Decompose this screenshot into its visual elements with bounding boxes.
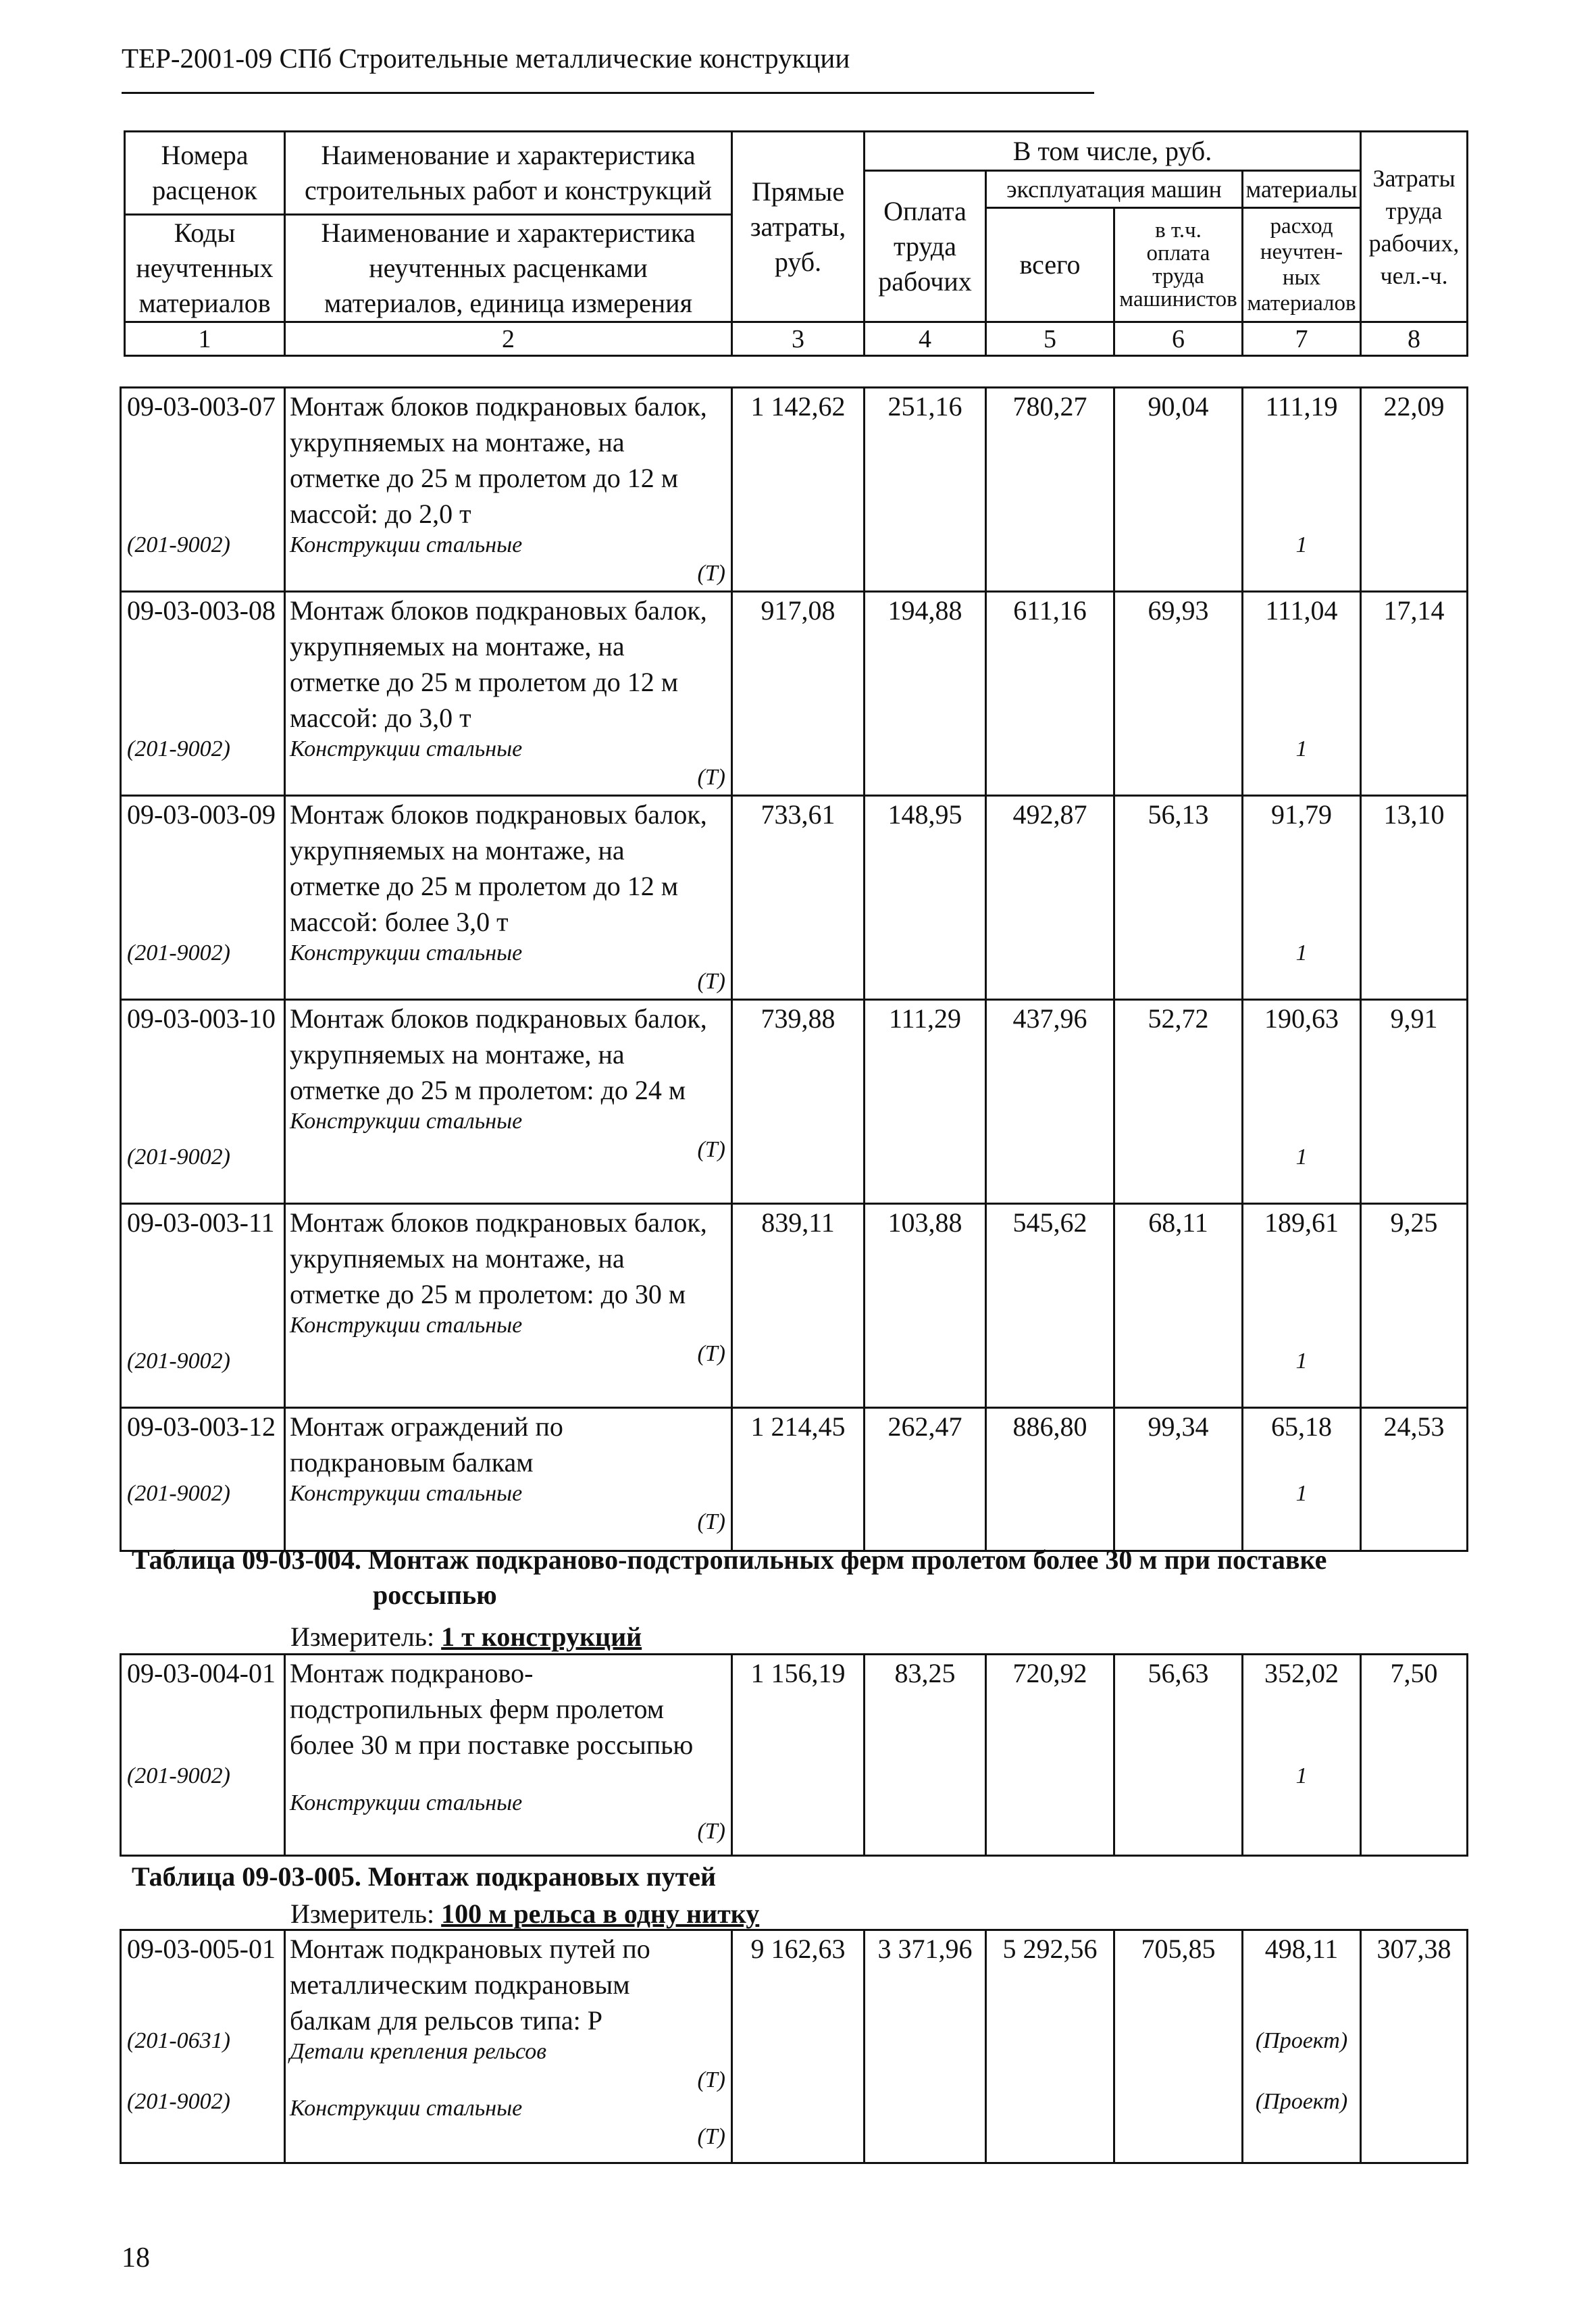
rate-name-cell: Монтаж блоков подкрановых балок, укрупняемых на монтаже, на отметке до 25 м пролетом до 12 м массой: до 2,0 т Конструкции стальные (Т) xyxy=(285,388,732,592)
col5-header: всего xyxy=(986,208,1114,322)
operators-pay: 56,63 xyxy=(1114,1655,1243,1856)
material-name: Конструкции стальные xyxy=(290,940,523,965)
material-code: (201-9002) xyxy=(127,2089,230,2114)
table-row xyxy=(121,1000,1468,1204)
page-header: ТЕР-2001-09 СПб Строительные металлические конструкции xyxy=(122,43,850,74)
material-qty: 1 xyxy=(1295,940,1308,965)
machines-total: 437,96 xyxy=(986,1000,1114,1204)
col6-header: в т.ч. оплата труда машинистов xyxy=(1114,208,1243,322)
machines-total: 611,16 xyxy=(986,592,1114,796)
rate-name-cell: Монтаж блоков подкрановых балок, укрупняемых на монтаже, на отметке до 25 м пролетом: до 30 м Конструкции стальные (Т) xyxy=(285,1204,732,1408)
col2-header-top: Наименование и характеристика строительных работ и конструкций xyxy=(285,132,732,215)
rate-name-cell: Монтаж подкрановых путей по металлическим подкрановым балкам для рельсов типа: Р Детали крепления рельсов (Т) Конструкции стальные (Т) xyxy=(285,1930,732,2163)
material-code: (201-9002) xyxy=(127,1763,230,1788)
material-name: Конструкции стальные xyxy=(290,1109,523,1134)
col-number: 7 xyxy=(1243,322,1361,356)
materials-cell: 111,19 1 xyxy=(1243,388,1361,592)
machines-total: 5 292,56 xyxy=(986,1930,1114,2163)
labor-pay: 103,88 xyxy=(865,1204,986,1408)
col-number: 6 xyxy=(1114,322,1243,356)
operators-pay: 90,04 xyxy=(1114,388,1243,592)
materials-cell: 65,18 1 xyxy=(1243,1408,1361,1551)
table-row xyxy=(121,1204,1468,1408)
material-qty: (Проект) xyxy=(1255,2089,1348,2114)
direct-costs: 1 142,62 xyxy=(732,388,865,592)
labor-hours: 7,50 xyxy=(1361,1655,1468,1856)
table-title-004: Таблица 09-03-004. Монтаж подкраново-подстропильных ферм пролетом более 30 м при поставке россыпью xyxy=(132,1544,1327,1610)
material-code: (201-9002) xyxy=(127,1481,230,1506)
table-row xyxy=(121,592,1468,796)
materials-cell: 190,63 1 xyxy=(1243,1000,1361,1204)
labor-hours: 22,09 xyxy=(1361,388,1468,592)
col7-header: расход неучтен- ных материалов xyxy=(1243,208,1361,322)
machines-total: 545,62 xyxy=(986,1204,1114,1408)
direct-costs: 9 162,63 xyxy=(732,1930,865,2163)
rate-name-cell: Монтаж ограждений по подкрановым балкам Конструкции стальные (Т) xyxy=(285,1408,732,1551)
labor-pay: 111,29 xyxy=(865,1000,986,1204)
material-mark: (Т) xyxy=(697,1137,725,1162)
material-name: Детали крепления рельсов xyxy=(290,2039,547,2064)
materials-cell: 498,11 (Проект) (Проект) xyxy=(1243,1930,1361,2163)
machines-total: 886,80 xyxy=(986,1408,1114,1551)
labor-pay: 3 371,96 xyxy=(865,1930,986,2163)
col3-header: Прямые затраты, руб. xyxy=(732,132,865,322)
material-name: Конструкции стальные xyxy=(290,1790,523,1815)
col1-header-bottom: Коды неучтенных материалов xyxy=(125,215,285,322)
labor-hours: 9,91 xyxy=(1361,1000,1468,1204)
column-header-table xyxy=(124,130,1468,357)
material-qty: 1 xyxy=(1295,1481,1308,1506)
materials-cell: 352,02 1 xyxy=(1243,1655,1361,1856)
direct-costs: 733,61 xyxy=(732,796,865,1000)
table-row xyxy=(121,796,1468,1000)
direct-costs: 839,11 xyxy=(732,1204,865,1408)
rates-table-004 xyxy=(120,1653,1468,1857)
labor-hours: 17,14 xyxy=(1361,592,1468,796)
rates-table-005 xyxy=(120,1929,1468,2164)
column-number-row xyxy=(125,322,1468,356)
table-row xyxy=(121,1930,1468,2163)
material-mark: (Т) xyxy=(697,2067,725,2092)
material-mark: (Т) xyxy=(697,765,725,790)
labor-pay: 262,47 xyxy=(865,1408,986,1551)
table-title-005: Таблица 09-03-005. Монтаж подкрановых путей xyxy=(132,1861,717,1892)
rate-code-cell: 09-03-004-01 (201-9002) xyxy=(121,1655,285,1856)
material-code: (201-9002) xyxy=(127,736,230,761)
material-code: (201-9002) xyxy=(127,1349,230,1374)
material-mark: (Т) xyxy=(697,1819,725,1844)
header-rule xyxy=(122,92,1094,94)
col-number: 4 xyxy=(865,322,986,356)
col4-header: Оплата труда рабочих xyxy=(865,171,986,322)
table-row xyxy=(121,1655,1468,1856)
machines-header: эксплуатация машин xyxy=(986,171,1243,208)
direct-costs: 1 156,19 xyxy=(732,1655,865,1856)
rate-code-cell: 09-03-003-07 (201-9002) xyxy=(121,388,285,592)
rate-code-cell: 09-03-003-08 (201-9002) xyxy=(121,592,285,796)
rate-code-cell: 09-03-005-01 (201-0631) (201-9002) xyxy=(121,1930,285,2163)
material-qty: (Проект) xyxy=(1255,2028,1348,2053)
material-name: Конструкции стальные xyxy=(290,1481,523,1506)
direct-costs: 917,08 xyxy=(732,592,865,796)
material-qty: 1 xyxy=(1295,532,1308,557)
direct-costs: 739,88 xyxy=(732,1000,865,1204)
material-code: (201-9002) xyxy=(127,1145,230,1169)
labor-hours: 13,10 xyxy=(1361,796,1468,1000)
operators-pay: 705,85 xyxy=(1114,1930,1243,2163)
material-mark: (Т) xyxy=(697,1341,725,1366)
material-code: (201-9002) xyxy=(127,532,230,557)
material-mark: (Т) xyxy=(697,2124,725,2149)
material-name: Конструкции стальные xyxy=(290,2096,523,2121)
table-row xyxy=(121,1408,1468,1551)
table-row xyxy=(121,388,1468,592)
machines-total: 780,27 xyxy=(986,388,1114,592)
material-qty: 1 xyxy=(1295,1763,1308,1788)
material-code: (201-0631) xyxy=(127,2028,230,2053)
labor-pay: 148,95 xyxy=(865,796,986,1000)
materials-cell: 189,61 1 xyxy=(1243,1204,1361,1408)
labor-hours: 9,25 xyxy=(1361,1204,1468,1408)
operators-pay: 69,93 xyxy=(1114,592,1243,796)
col-number: 3 xyxy=(732,322,865,356)
materials-cell: 91,79 1 xyxy=(1243,796,1361,1000)
rate-name-cell: Монтаж подкраново- подстропильных ферм пролетом более 30 м при поставке россыпью Конструкции стальные (Т) xyxy=(285,1655,732,1856)
labor-pay: 83,25 xyxy=(865,1655,986,1856)
group-header: В том числе, руб. xyxy=(865,132,1361,171)
material-name: Конструкции стальные xyxy=(290,1313,523,1338)
machines-total: 720,92 xyxy=(986,1655,1114,1856)
col-number: 1 xyxy=(125,322,285,356)
meter-004: Измеритель: 1 т конструкций xyxy=(290,1621,642,1652)
col1-header-top: Номера расценок xyxy=(125,132,285,215)
col-number: 2 xyxy=(285,322,732,356)
material-mark: (Т) xyxy=(697,561,725,586)
materials-header: материалы xyxy=(1243,171,1361,208)
page-number: 18 xyxy=(122,2242,150,2273)
labor-hours: 24,53 xyxy=(1361,1408,1468,1551)
material-name: Конструкции стальные xyxy=(290,736,523,761)
materials-cell: 111,04 1 xyxy=(1243,592,1361,796)
material-mark: (Т) xyxy=(697,969,725,994)
material-qty: 1 xyxy=(1295,736,1308,761)
col-number: 8 xyxy=(1361,322,1468,356)
rate-code-cell: 09-03-003-10 (201-9002) xyxy=(121,1000,285,1204)
material-qty: 1 xyxy=(1295,1349,1308,1374)
material-name: Конструкции стальные xyxy=(290,532,523,557)
direct-costs: 1 214,45 xyxy=(732,1408,865,1551)
material-mark: (Т) xyxy=(697,1509,725,1534)
operators-pay: 56,13 xyxy=(1114,796,1243,1000)
machines-total: 492,87 xyxy=(986,796,1114,1000)
rate-name-cell: Монтаж блоков подкрановых балок, укрупняемых на монтаже, на отметке до 25 м пролетом: до 24 м Конструкции стальные (Т) xyxy=(285,1000,732,1204)
rates-table-003 xyxy=(120,386,1468,1552)
operators-pay: 99,34 xyxy=(1114,1408,1243,1551)
rate-code-cell: 09-03-003-11 (201-9002) xyxy=(121,1204,285,1408)
material-code: (201-9002) xyxy=(127,940,230,965)
rate-code-cell: 09-03-003-09 (201-9002) xyxy=(121,796,285,1000)
meter-005: Измеритель: 100 м рельса в одну нитку xyxy=(290,1898,760,1929)
col8-header: Затраты труда рабочих, чел.-ч. xyxy=(1361,132,1468,322)
labor-pay: 194,88 xyxy=(865,592,986,796)
col2-header-bottom: Наименование и характеристика неучтенных расценками материалов, единица измерения xyxy=(285,215,732,322)
rate-name-cell: Монтаж блоков подкрановых балок, укрупняемых на монтаже, на отметке до 25 м пролетом до 12 м массой: более 3,0 т Конструкции стальные (Т) xyxy=(285,796,732,1000)
rate-name-cell: Монтаж блоков подкрановых балок, укрупняемых на монтаже, на отметке до 25 м пролетом до 12 м массой: до 3,0 т Конструкции стальные (Т) xyxy=(285,592,732,796)
operators-pay: 68,11 xyxy=(1114,1204,1243,1408)
material-qty: 1 xyxy=(1295,1145,1308,1169)
operators-pay: 52,72 xyxy=(1114,1000,1243,1204)
col-number: 5 xyxy=(986,322,1114,356)
labor-pay: 251,16 xyxy=(865,388,986,592)
rate-code-cell: 09-03-003-12 (201-9002) xyxy=(121,1408,285,1551)
labor-hours: 307,38 xyxy=(1361,1930,1468,2163)
